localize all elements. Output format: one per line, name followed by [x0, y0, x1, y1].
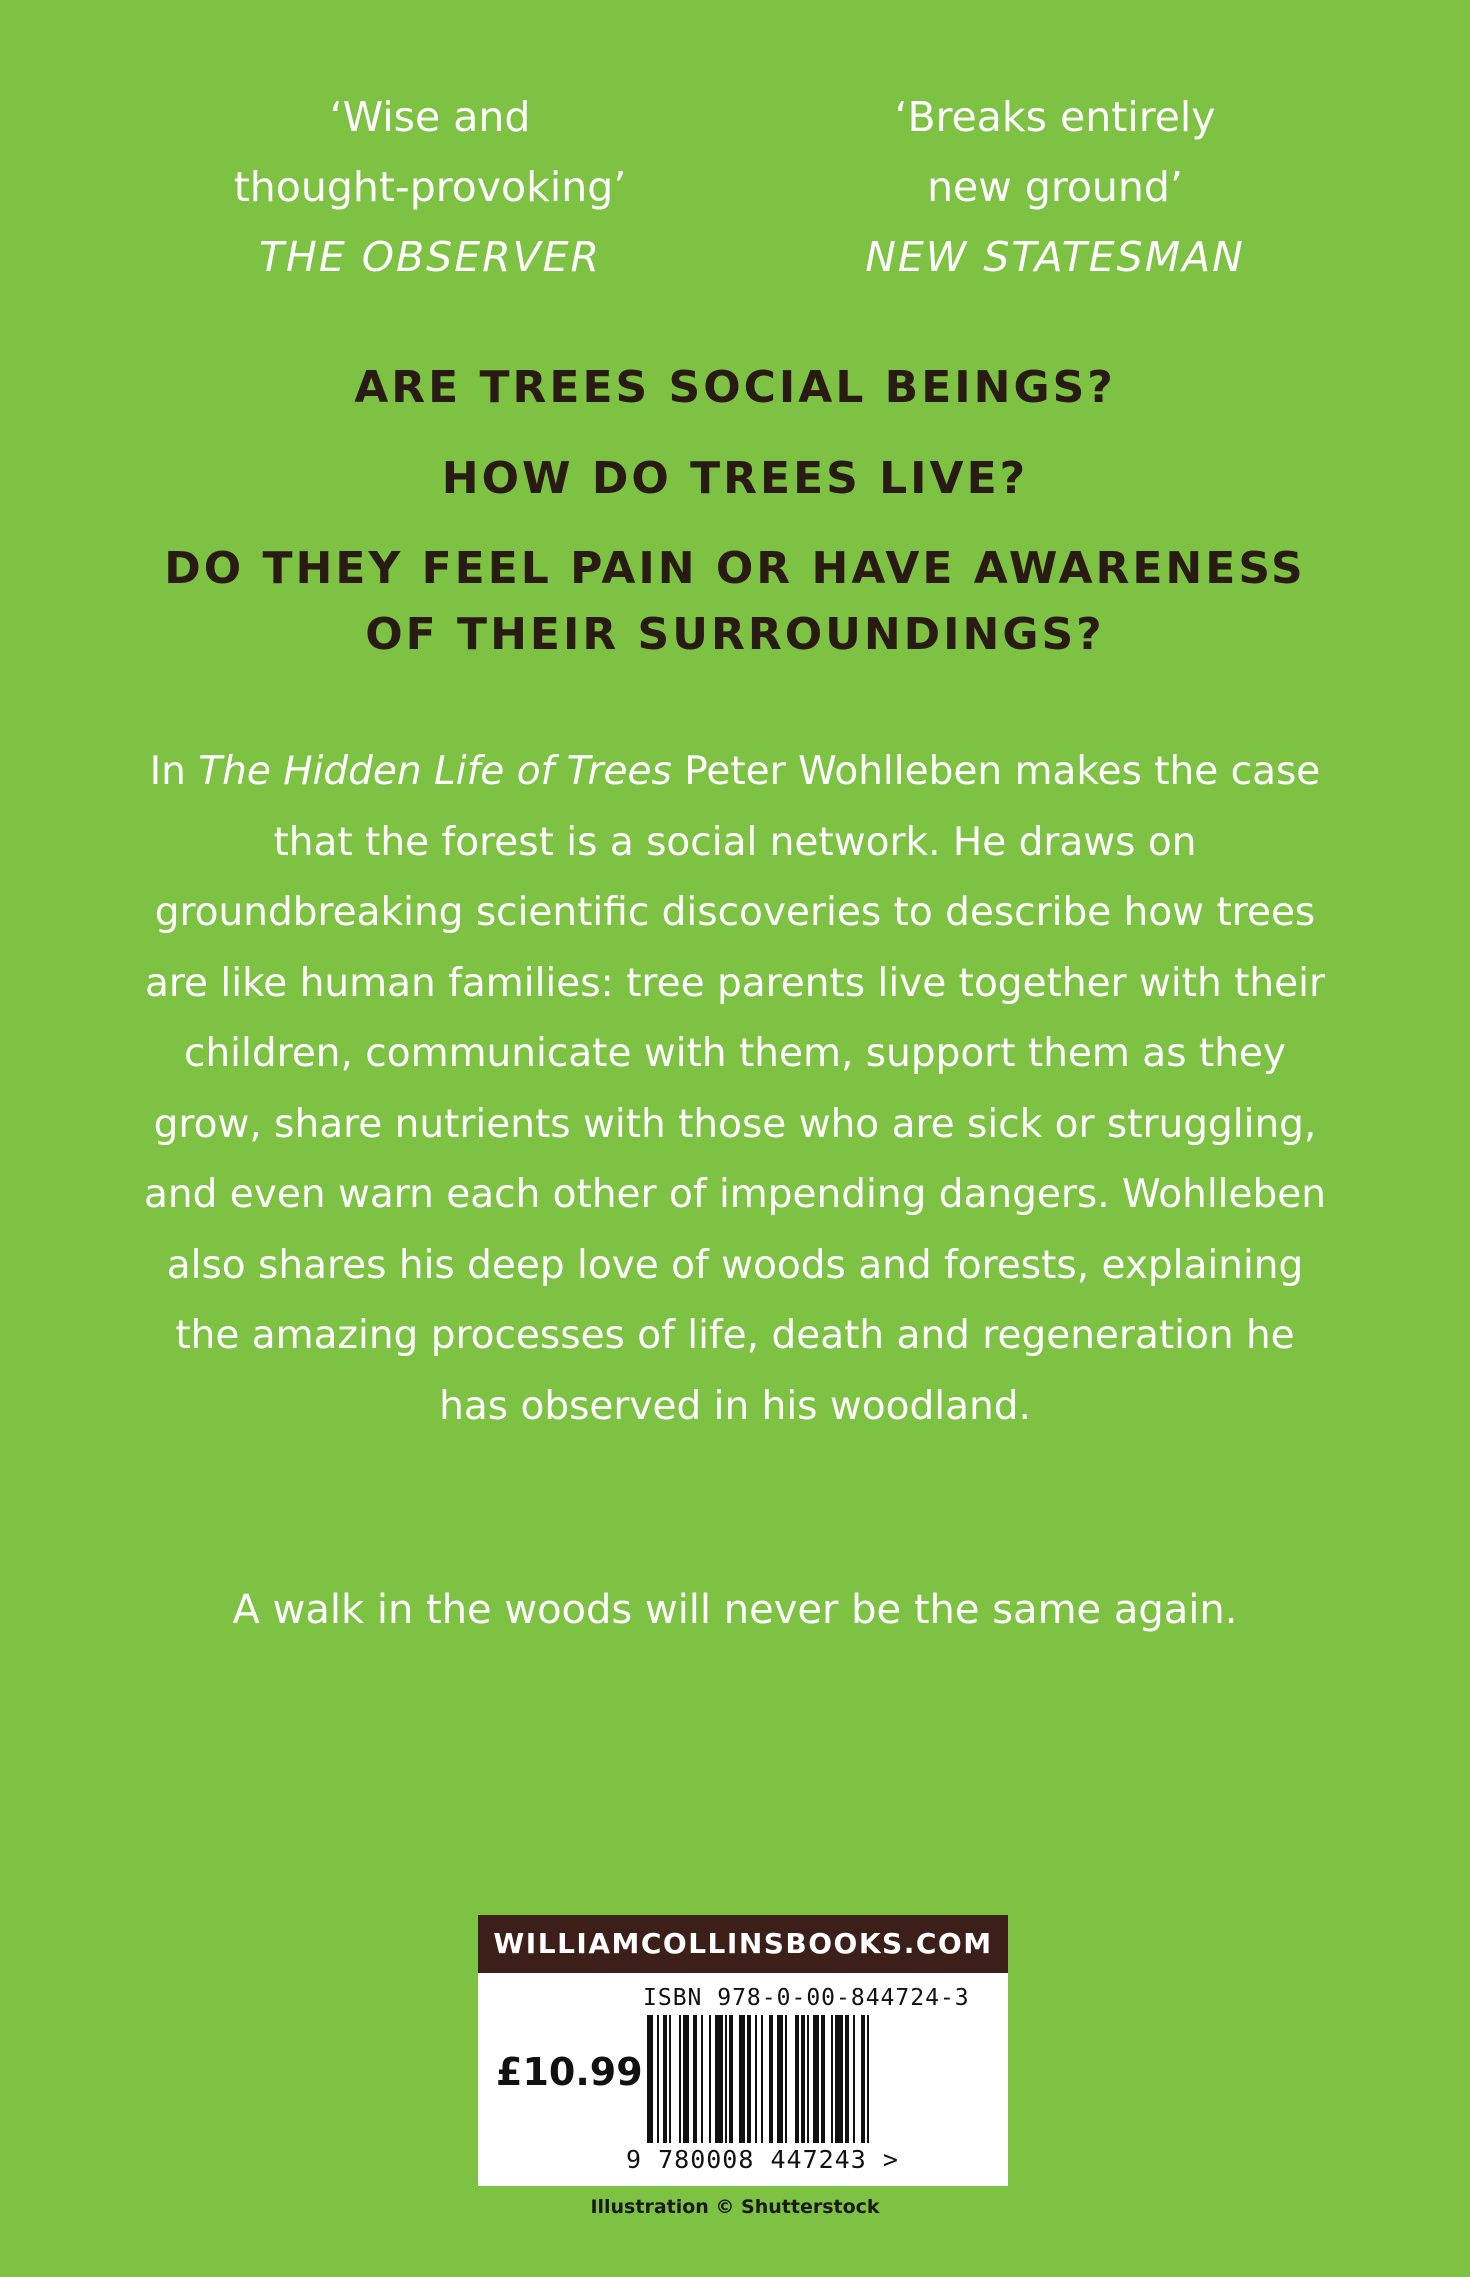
- quote-source: NEW STATESMAN: [865, 233, 1245, 281]
- review-quote-observer: [170, 82, 690, 292]
- blurb-text: [140, 737, 1330, 1442]
- publisher-website: WILLIAMCOLLINSBOOKS.COM: [478, 1915, 1008, 1973]
- price-label: £10.99: [496, 2050, 643, 2094]
- headline-line: DO THEY FEEL PAIN OR HAVE AWARENESS: [164, 543, 1306, 594]
- tagline: A walk in the woods will never be the same again.: [232, 1587, 1238, 1633]
- barcode-graphic: [643, 2015, 973, 2143]
- isbn-label: ISBN 978-0-00-844724-3: [643, 1985, 970, 2011]
- illustration-credit: Illustration © Shutterstock: [590, 2196, 880, 2218]
- headline-question: [0, 536, 1470, 668]
- headline-line: OF THEIR SURROUNDINGS?: [365, 609, 1105, 660]
- quote-line: new ground’: [927, 163, 1183, 211]
- headline-question: ARE TREES SOCIAL BEINGS?: [354, 362, 1116, 413]
- quote-source: THE OBSERVER: [258, 233, 602, 281]
- headline-question: HOW DO TREES LIVE?: [441, 453, 1029, 504]
- review-quote-new-statesman: [795, 82, 1315, 292]
- blurb-body: Peter Wohlleben makes the case that the forest is a social network. He draws on groundbreaking scientific discoveries to describe how trees are like human families: tree parents live together with their children, communicate with them, support them as they grow, share nutrients with those who are sick or struggling, and even warn each other of impending dangers. Wohlleben also shares his deep love of woods and forests, explaining the amazing processes of life, death and regeneration he has observed in his woodland.: [144, 749, 1326, 1429]
- barcode-panel: [478, 1915, 1008, 2186]
- book-title: The Hidden Life of Trees: [198, 749, 672, 794]
- quote-line: ‘Breaks entirely: [894, 93, 1216, 141]
- blurb-prefix: In: [149, 749, 199, 794]
- quote-line: ‘Wise and: [329, 93, 531, 141]
- quote-line: thought-provoking’: [233, 163, 627, 211]
- barcode-digits: 9 780008 447243 >: [626, 2145, 899, 2174]
